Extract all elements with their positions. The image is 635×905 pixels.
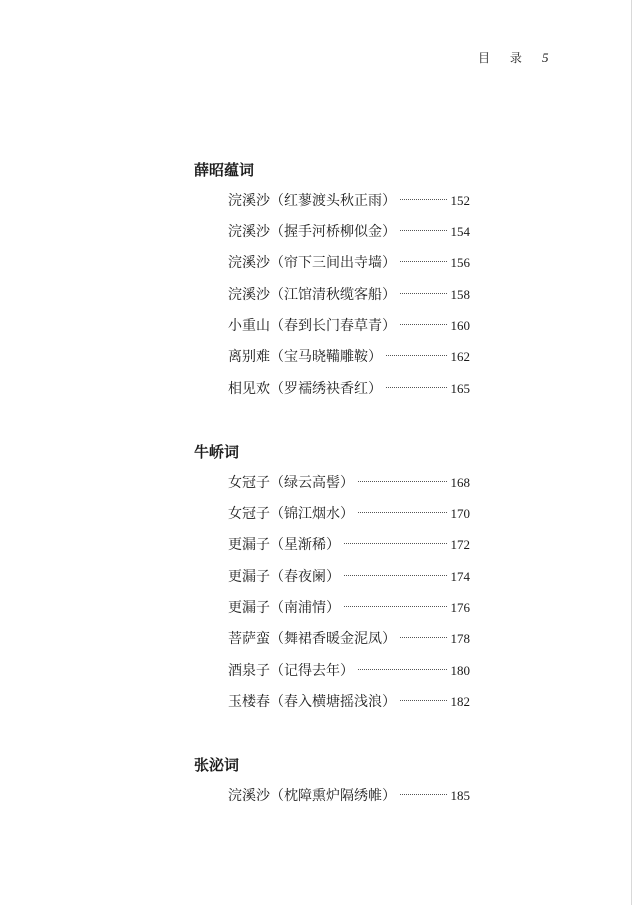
entry-title: 浣溪沙（江馆清秋缆客船） xyxy=(228,287,396,303)
toc-entry xyxy=(228,786,470,806)
entry-title: 浣溪沙（握手河桥柳似金） xyxy=(228,224,396,240)
toc-entry xyxy=(228,661,470,681)
dot-leader xyxy=(400,793,447,795)
entry-page-number: 180 xyxy=(450,663,470,678)
entry-page-number: 165 xyxy=(450,381,470,396)
dot-leader xyxy=(358,511,447,513)
entry-page-number: 172 xyxy=(450,537,470,552)
section-title: 牛峤词 xyxy=(194,443,240,461)
dot-leader xyxy=(344,542,447,544)
toc-entry xyxy=(228,692,470,712)
entry-title: 更漏子（春夜阑） xyxy=(228,569,340,585)
dot-leader xyxy=(344,605,447,607)
entry-page-number: 168 xyxy=(450,475,470,490)
entry-title: 酒泉子（记得去年） xyxy=(228,663,354,679)
toc-entry xyxy=(228,347,470,367)
entry-title: 更漏子（星渐稀） xyxy=(228,537,340,553)
entry-title: 女冠子（锦江烟水） xyxy=(228,506,354,522)
dot-leader xyxy=(344,574,447,576)
dot-leader xyxy=(400,198,447,200)
entry-title: 相见欢（罗襦绣袂香红） xyxy=(228,381,382,397)
entry-title: 小重山（春到长门春草青） xyxy=(228,318,396,334)
section-title: 薛昭蕴词 xyxy=(194,161,255,179)
entry-page-number: 182 xyxy=(450,694,470,709)
entry-title: 浣溪沙（红蓼渡头秋正雨） xyxy=(228,193,396,209)
page-edge-line xyxy=(631,0,632,905)
dot-leader xyxy=(386,354,447,356)
dot-leader xyxy=(386,386,447,388)
entry-page-number: 170 xyxy=(450,506,470,521)
entry-page-number: 156 xyxy=(450,255,470,270)
entry-page-number: 185 xyxy=(450,788,470,803)
toc-entry xyxy=(228,191,470,211)
dot-leader xyxy=(400,636,447,638)
dot-leader xyxy=(400,260,447,262)
entry-page-number: 174 xyxy=(450,569,470,584)
dot-leader xyxy=(400,229,447,231)
entry-title: 菩萨蛮（舞裙香暖金泥凤） xyxy=(228,631,396,647)
toc-entry xyxy=(228,379,470,399)
entry-page-number: 152 xyxy=(450,193,470,208)
entry-title: 女冠子（绿云高髻） xyxy=(228,475,354,491)
entry-title: 浣溪沙（帘下三间出寺墙） xyxy=(228,255,396,271)
toc-entry xyxy=(228,222,470,242)
toc-entry xyxy=(228,567,470,587)
dot-leader xyxy=(400,699,447,701)
dot-leader xyxy=(400,323,447,325)
running-head-title: 目 录 xyxy=(478,51,530,65)
entry-title: 更漏子（南浦情） xyxy=(228,600,340,616)
entry-title: 浣溪沙（枕障熏炉隔绣帷） xyxy=(228,788,396,804)
toc-entry xyxy=(228,629,470,649)
dot-leader xyxy=(358,668,447,670)
entry-page-number: 178 xyxy=(450,631,470,646)
toc-entry xyxy=(228,285,470,305)
section-title: 张泌词 xyxy=(194,756,240,774)
entry-title: 离别难（宝马晓鞴雕鞍） xyxy=(228,349,382,365)
dot-leader xyxy=(400,292,447,294)
running-head xyxy=(478,50,549,66)
toc-entry xyxy=(228,473,470,493)
running-head-page-number: 5 xyxy=(542,50,549,65)
toc-entry xyxy=(228,504,470,524)
entry-page-number: 154 xyxy=(450,224,470,239)
toc-entry xyxy=(228,316,470,336)
toc-entry xyxy=(228,253,470,273)
toc-entry xyxy=(228,535,470,555)
entry-page-number: 158 xyxy=(450,287,470,302)
dot-leader xyxy=(358,480,447,482)
entry-title: 玉楼春（春入横塘摇浅浪） xyxy=(228,694,396,710)
entry-page-number: 176 xyxy=(450,600,470,615)
entry-page-number: 160 xyxy=(450,318,470,333)
toc-entry xyxy=(228,598,470,618)
entry-page-number: 162 xyxy=(450,349,470,364)
